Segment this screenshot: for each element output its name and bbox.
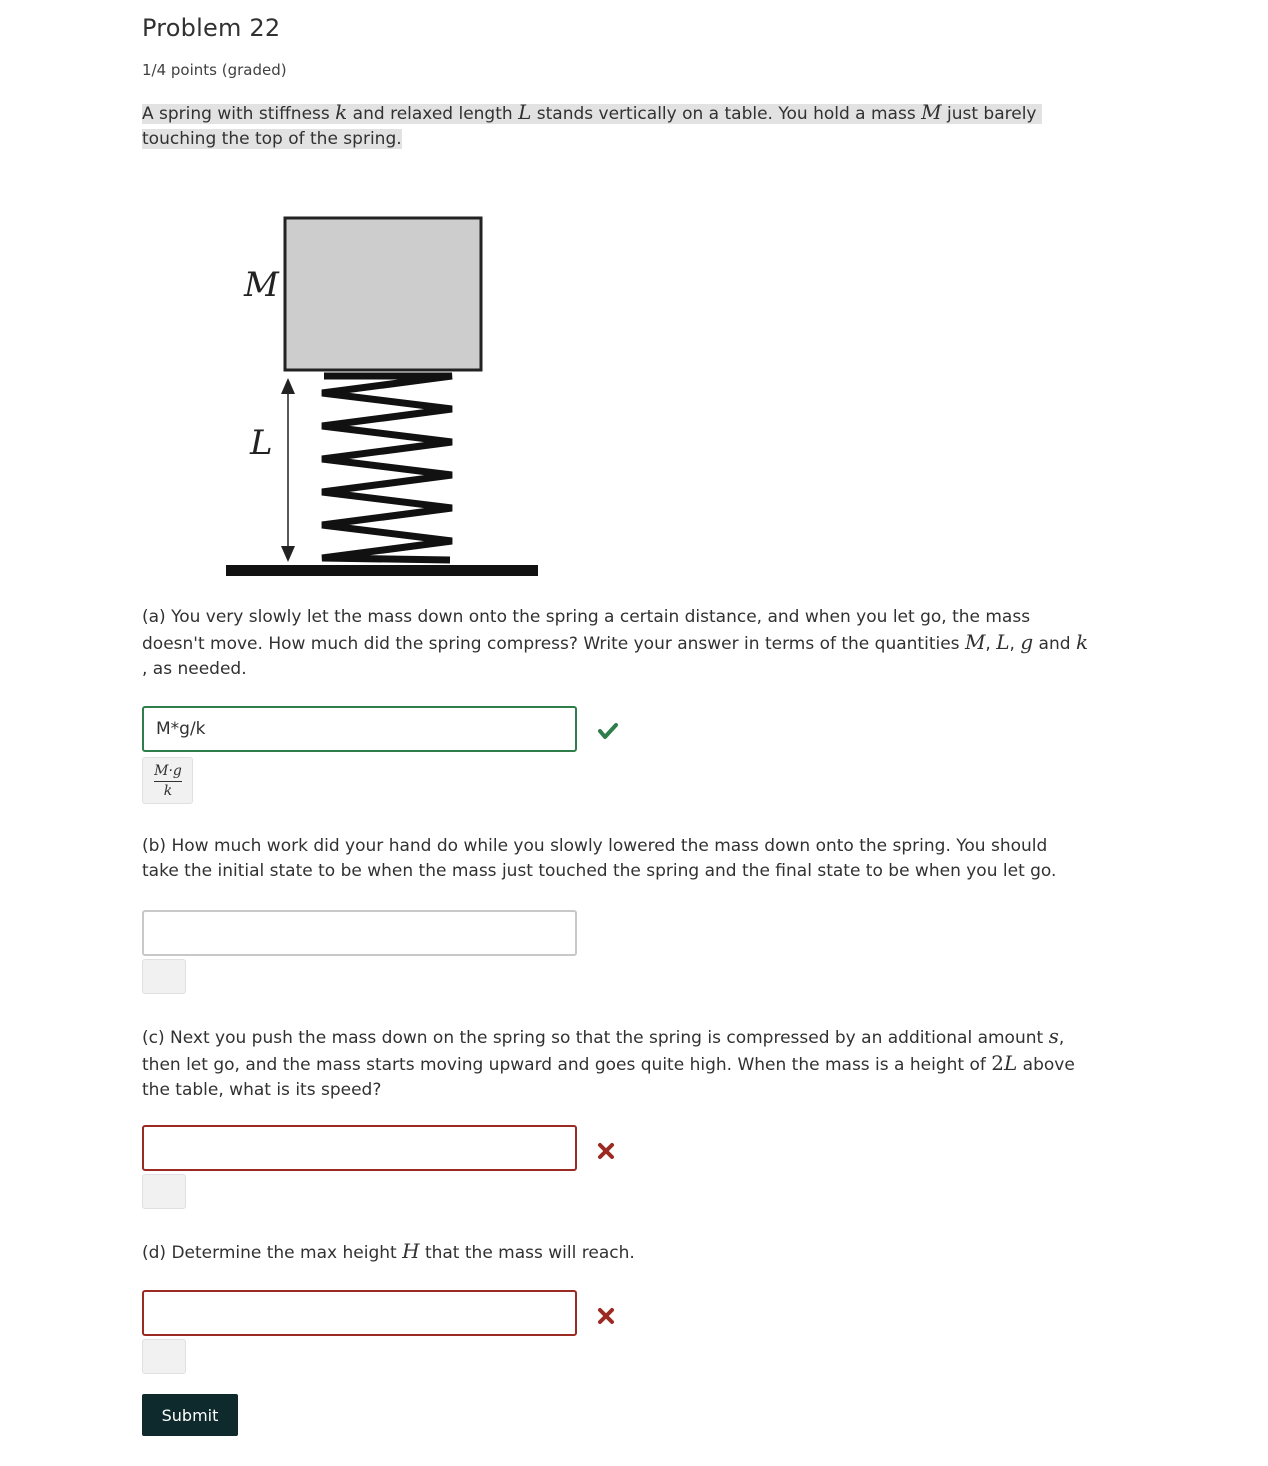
checkmark-icon [597,721,619,741]
part-a-question: (a) You very slowly let the mass down onto the spring a certain distance, and when you let go, the mass doesn't move. How much did the spring compress? Write your answer in terms of the quantities M, L, g and k , as needed. [142,607,1089,679]
part-c-math-preview [142,1174,186,1209]
part-c-question: (c) Next you push the mass down on the spring so that the spring is compressed by an additional amount s, then let go, and the mass starts moving upward and goes quite high. When the mass is a height of 2L above the table, what is its speed? [142,1024,1075,1100]
cross-icon [597,1142,615,1160]
cross-icon [597,1307,615,1325]
spring-coil-icon [322,376,452,560]
part-b-question: (b) How much work did your hand do while you slowly lowered the mass down onto the spring. You should take the initial state to be when the mass just touched the spring and the final state to be when you let go. [142,836,1057,881]
problem-intro: A spring with stiffness k and relaxed length L stands vertically on a table. You hold a mass M just barely touching the top of the spring. [142,100,1142,152]
part-d-math-preview [142,1339,186,1374]
table-surface [226,565,538,576]
mass-label: M [244,265,279,305]
part-c-answer-input[interactable] [142,1125,577,1171]
part-b-math-preview [142,959,186,994]
length-label: L [250,423,273,463]
part-d-answer-input[interactable] [142,1290,577,1336]
submit-button[interactable]: Submit [142,1394,238,1436]
problem-title: Problem 22 [142,14,281,42]
preview-numerator: M·g [154,763,182,779]
part-a-math-preview [142,757,193,804]
mass-block [285,218,481,370]
part-a-answer-input[interactable] [142,706,577,752]
arrow-up-icon [281,378,295,394]
arrow-down-icon [281,546,295,562]
part-d-question: (d) Determine the max height H that the mass will reach. [142,1239,635,1263]
part-b-answer-input[interactable] [142,910,577,956]
spring-mass-diagram [220,210,550,585]
points-status: 1/4 points (graded) [142,61,287,79]
preview-denominator: k [163,783,173,799]
